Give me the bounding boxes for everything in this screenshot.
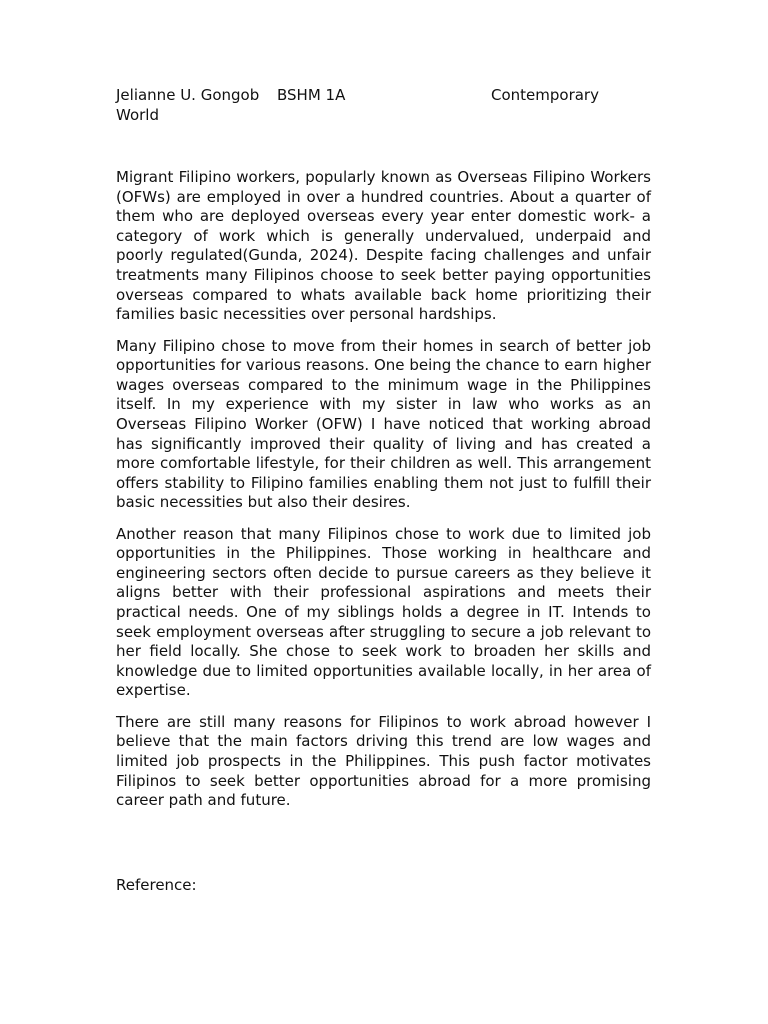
- subject-title-continued: World: [116, 105, 159, 124]
- course-code: BSHM 1A: [277, 86, 346, 104]
- paragraph-3: Another reason that many Filipinos chose to work due to limited job opportunities in the Philippines. Those working in healthcare and engineering sectors often decide to pursue careers as they believe it aligns better with their professional aspirations and meets their practical needs. One of my siblings holds a degree in IT. Intends to seek employment overseas after struggling to secure a job relevant to her field locally. She chose to seek work to broaden her skills and knowledge due to limited opportunities available locally, in her area of expertise.: [116, 524, 651, 700]
- document-header: [116, 86, 651, 126]
- document-page: [116, 86, 651, 894]
- subject-title: Contemporary: [491, 86, 599, 104]
- paragraph-1: Migrant Filipino workers, popularly known as Overseas Filipino Workers (OFWs) are employed in over a hundred countries. About a quarter of them who are deployed overseas every year enter domestic work- a category of work which is generally undervalued, underpaid and poorly regulated(Gunda, 2024). Despite facing challenges and unfair treatments many Filipinos choose to seek better paying opportunities overseas compared to whats available back home prioritizing their families basic necessities over personal hardships.: [116, 168, 651, 324]
- author-name: Jelianne U. Gongob: [116, 86, 260, 104]
- reference-heading: Reference:: [116, 876, 197, 894]
- essay-body: [116, 168, 651, 823]
- paragraph-4: There are still many reasons for Filipinos to work abroad however I believe that the main factors driving this trend are low wages and limited job prospects in the Philippines. This push factor motivates Filipinos to seek better opportunities abroad for a more promising career path and future.: [116, 712, 651, 810]
- paragraph-2: Many Filipino chose to move from their homes in search of better job opportunities for various reasons. One being the chance to earn higher wages overseas compared to the minimum wage in the Philippines itself. In my experience with my sister in law who works as an Overseas Filipino Worker (OFW) I have noticed that working abroad has significantly improved their quality of living and has created a more comfortable lifestyle, for their children as well. This arrangement offers stability to Filipino families enabling them not just to fulfill their basic necessities but also their desires.: [116, 336, 651, 512]
